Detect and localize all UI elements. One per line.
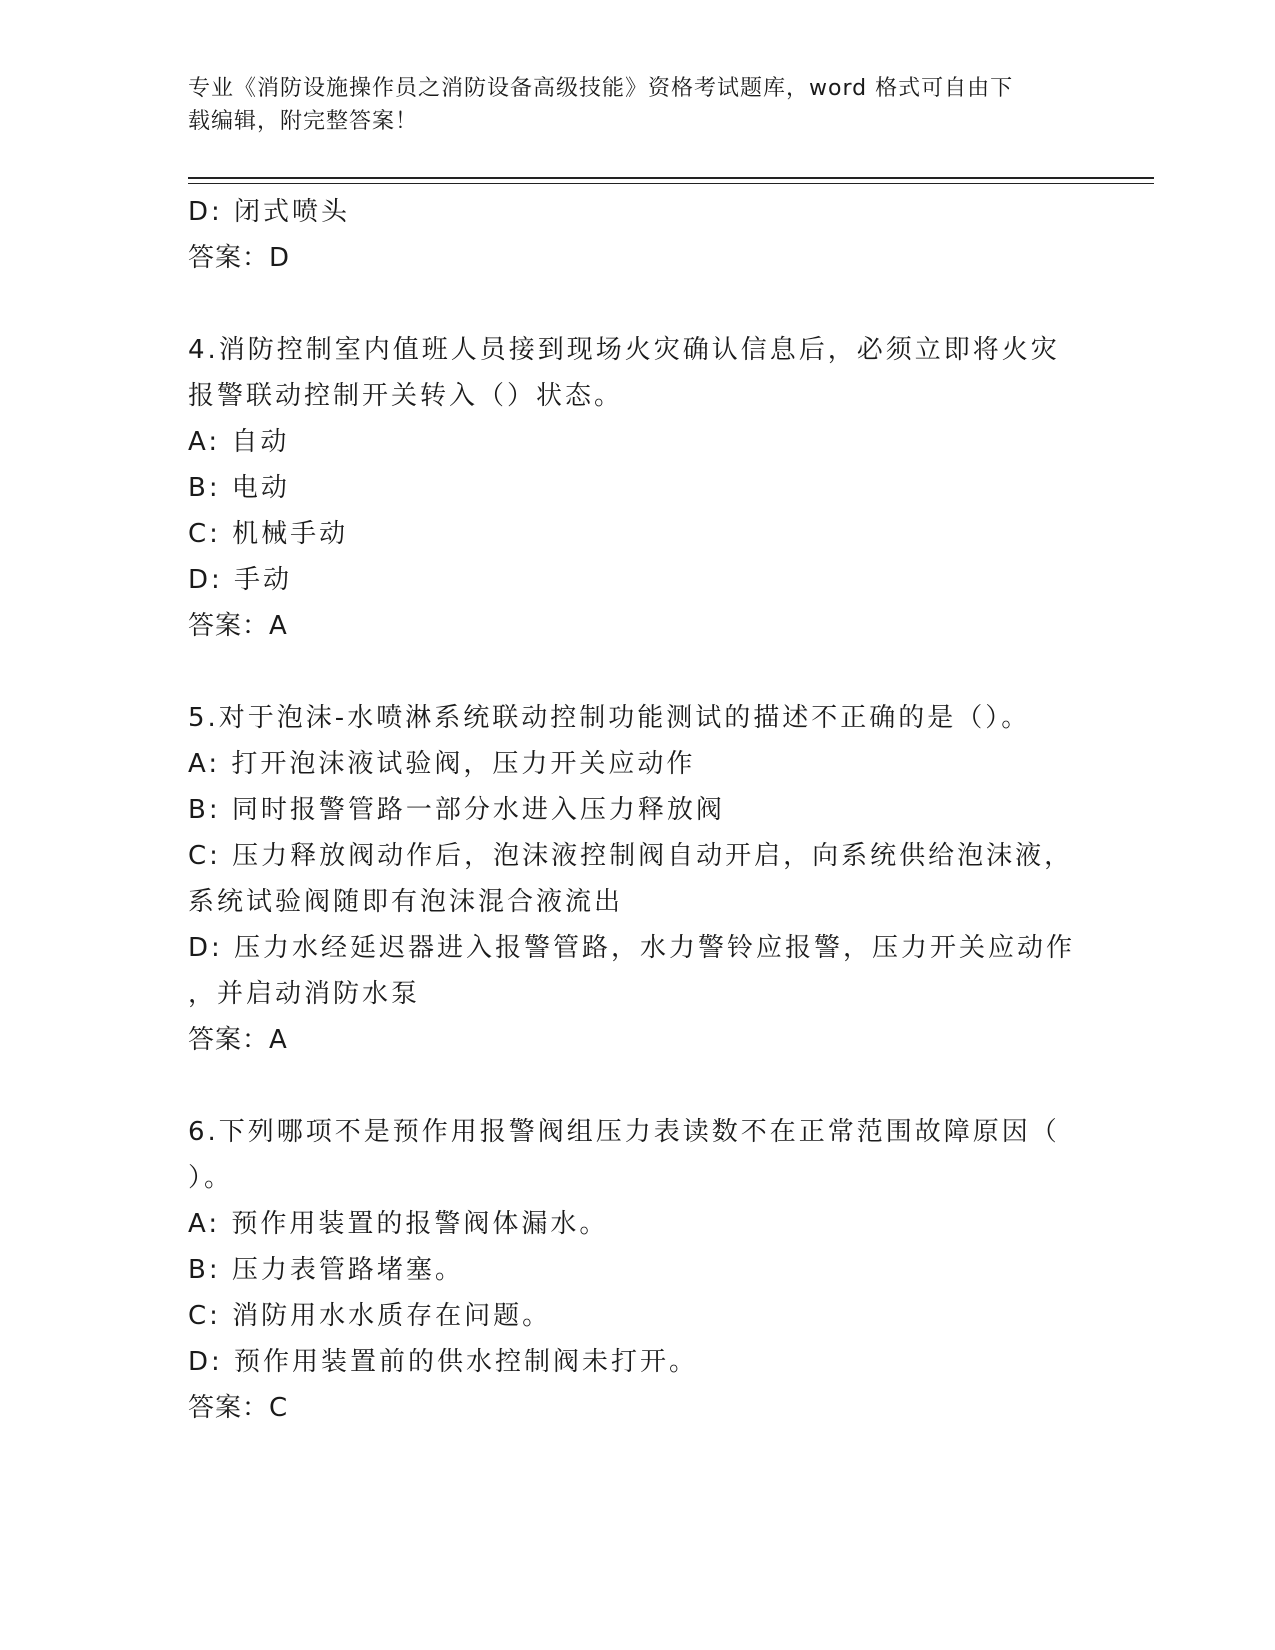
option-d-cont: ，并启动消防水泵 [188, 979, 421, 1009]
option-d: D: 手动 [188, 565, 293, 595]
header-line-2: 载编辑，附完整答案！ [188, 109, 419, 134]
header-divider-thin [188, 183, 1154, 184]
option-c: C: 压力释放阀动作后，泡沫液控制阀自动开启，向系统供给泡沫液， [188, 841, 1074, 871]
option-a: A: 自动 [188, 427, 290, 457]
answer: 答案：D [188, 243, 291, 273]
question-list [188, 189, 1088, 1431]
spacer [188, 649, 1088, 695]
header-line-1: 专业《消防设施操作员之消防设备高级技能》资格考试题库，word 格式可自由下 [188, 76, 1014, 101]
question-stem: 5.对于泡沫-水喷淋系统联动控制功能测试的描述不正确的是（）。 [188, 703, 1031, 733]
question-stem: 6.下列哪项不是预作用报警阀组压力表读数不在正常范围故障原因（ [188, 1117, 1060, 1147]
question-6 [188, 1109, 1088, 1431]
page-header [188, 72, 1078, 138]
option-b: B: 同时报警管路一部分水进入压力释放阀 [188, 795, 725, 825]
option-c: C: 消防用水水质存在问题。 [188, 1301, 552, 1331]
question-4 [188, 327, 1088, 649]
question-5 [188, 695, 1088, 1063]
option-d: D: 闭式喷头 [188, 197, 351, 227]
option-d: D: 压力水经延迟器进入报警管路，水力警铃应报警，压力开关应动作 [188, 933, 1076, 963]
answer: 答案：A [188, 611, 288, 641]
spacer [188, 1063, 1088, 1109]
question-stem-cont: 报警联动控制开关转入（）状态。 [188, 381, 624, 411]
answer: 答案：A [188, 1025, 288, 1055]
option-b: B: 压力表管路堵塞。 [188, 1255, 464, 1285]
header-divider-thick [188, 177, 1154, 179]
question-stem-cont: ）。 [188, 1163, 234, 1193]
option-c: C: 机械手动 [188, 519, 349, 549]
answer: 答案：C [188, 1393, 289, 1423]
option-a: A: 打开泡沫液试验阀，压力开关应动作 [188, 749, 696, 779]
option-a: A: 预作用装置的报警阀体漏水。 [188, 1209, 609, 1239]
question-stem: 4.消防控制室内值班人员接到现场火灾确认信息后，必须立即将火灾 [188, 335, 1060, 365]
option-d: D: 预作用装置前的供水控制阀未打开。 [188, 1347, 699, 1377]
option-b: B: 电动 [188, 473, 290, 503]
question-3-tail [188, 189, 1088, 281]
spacer [188, 281, 1088, 327]
option-c-cont: 系统试验阀随即有泡沫混合液流出 [188, 887, 624, 917]
